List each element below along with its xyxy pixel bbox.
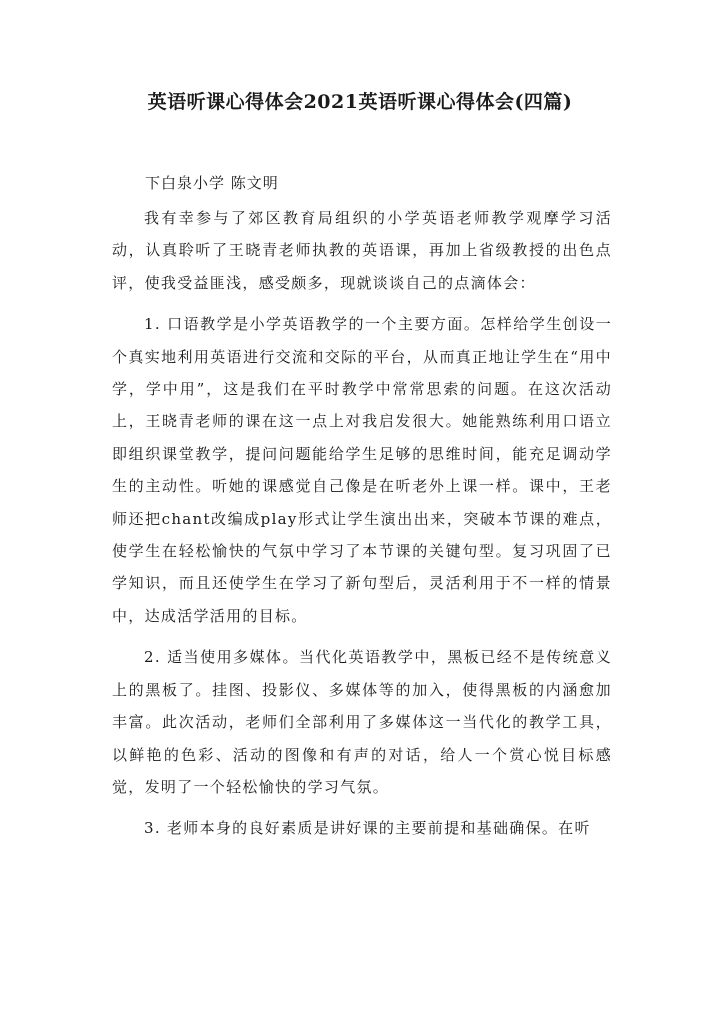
author-byline: 下白泉小学 陈文明 bbox=[145, 174, 279, 192]
document-body bbox=[112, 202, 612, 845]
paragraph-point-2: 2. 适当使用多媒体。当代化英语教学中，黑板已经不是传统意义上的黑板了。挂图、投影仪、多媒体等的加入，使得黑板的内涵愈加丰富。此次活动，老师们全部利用了多媒体这一当代化的教学工具，以鲜艳的色彩、活动的图像和有声的对话，给人一个赏心悦目标感觉，发明了一个轻松愉快的学习气氛。 bbox=[112, 648, 612, 796]
document-title: 英语听课心得体会2021英语听课心得体会(四篇) bbox=[147, 91, 573, 113]
paragraph-point-3: 3. 老师本身的良好素质是讲好课的主要前提和基础确保。在听 bbox=[144, 819, 591, 838]
paragraph-point-1: 1. 口语教学是小学英语教学的一个主要方面。怎样给学生创设一个真实地利用英语进行交流和交际的平台，从而真正地让学生在“用中学，学中用”，这是我们在平时教学中常常思索的问题。在这次活动上，王晓青老师的课在这一点上对我启发很大。她能熟练利用口语立即组织课堂教学，提问问题能给学生足够的思维时间，能充足调动学生的主动性。听她的课感觉自己像是在听老外上课一样。课中，王老师还把chant改编成play形式让学生演出出来，突破本节课的难点，使学生在轻松愉快的气氛中学习了本节课的关键句型。复习巩固了已学知识，而且还使学生在学习了新句型后，灵活利用于不一样的情景中，达成活学活用的目标。 bbox=[112, 315, 612, 625]
paragraph-intro: 我有幸参与了郊区教育局组织的小学英语老师教学观摩学习活动，认真聆听了王晓青老师执教的英语课，再加上省级教授的出色点评，使我受益匪浅，感受颇多，现就谈谈自己的点滴体会： bbox=[112, 209, 612, 292]
